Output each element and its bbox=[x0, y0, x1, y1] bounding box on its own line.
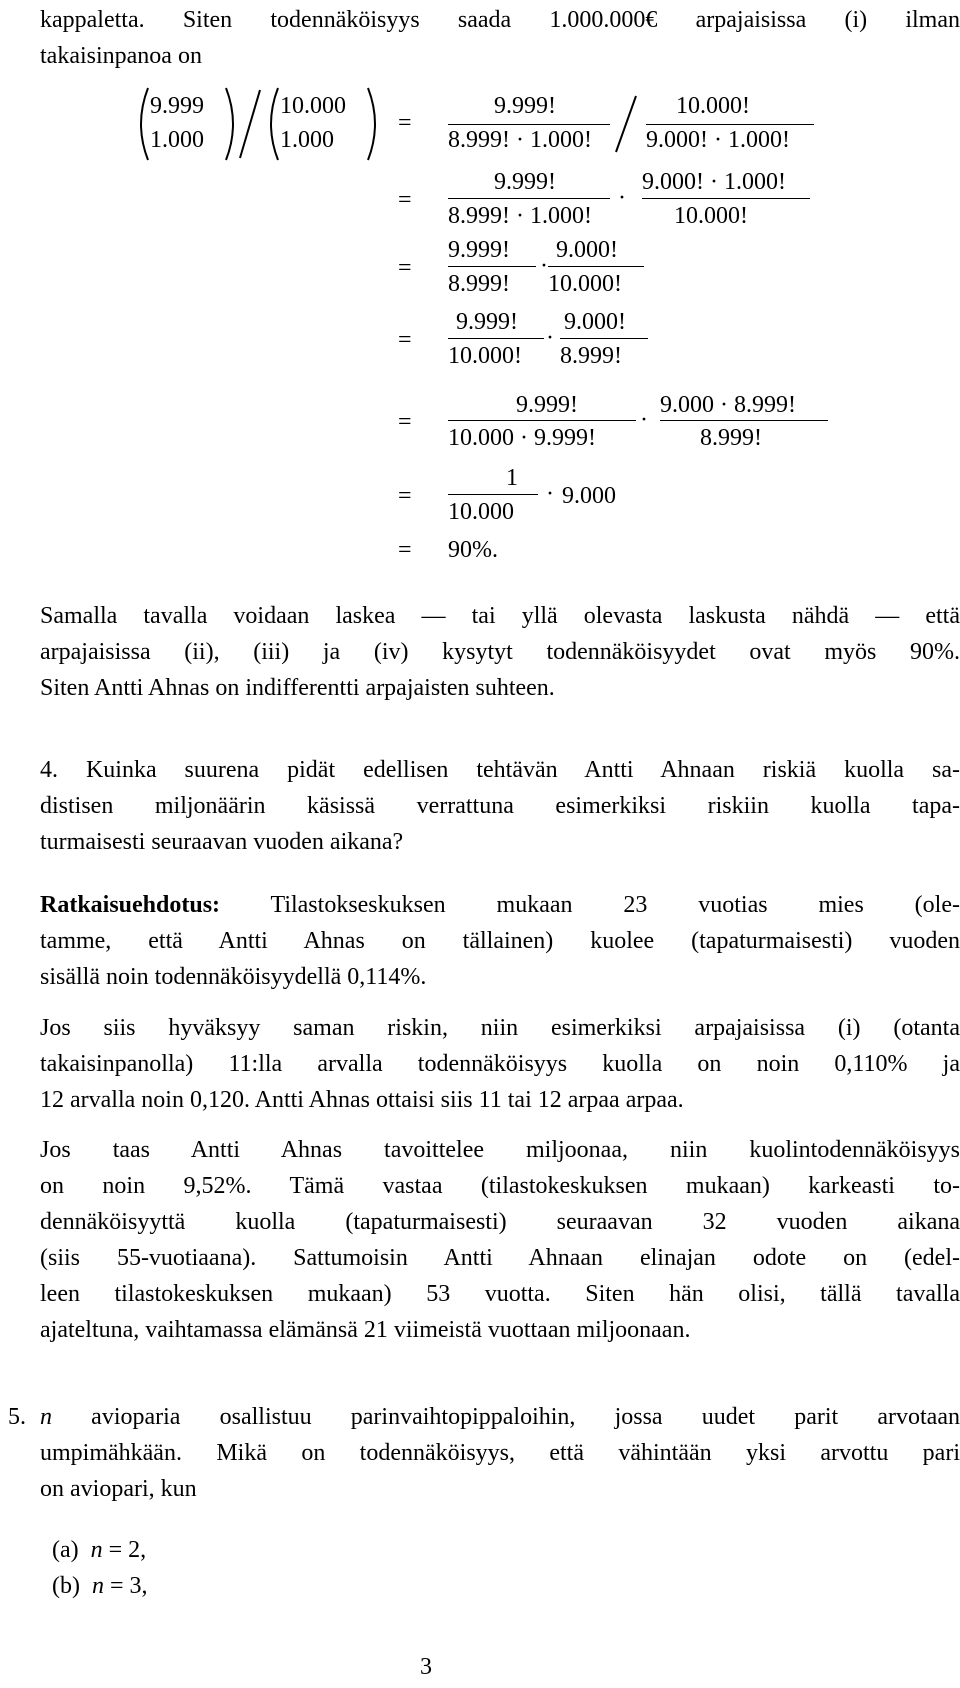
right-paren-2 bbox=[364, 86, 384, 162]
q5-item-a-text: = 2, bbox=[102, 1537, 147, 1563]
r3-numerator-2: 9.000! bbox=[556, 237, 618, 263]
r2-denominator: 8.999! · 1.000! bbox=[448, 203, 592, 229]
q5-item-a-var: n bbox=[90, 1537, 103, 1563]
r2-denominator-2: 10.000! bbox=[674, 203, 748, 229]
r3-denominator: 8.999! bbox=[448, 271, 510, 297]
equals-sign: = bbox=[398, 327, 412, 353]
para-jos2-line-1: Jos taas Antti Ahnas tavoittelee miljoonaa, niin kuolintodennäköisyys bbox=[40, 1137, 960, 1163]
q5-item-b-text: = 3, bbox=[103, 1573, 148, 1599]
para-jos2-line-5: leen tilastokeskuksen mukaan) 53 vuotta. Siten hän olisi, tällä tavalla bbox=[40, 1281, 960, 1307]
multiply-dot: · bbox=[546, 325, 554, 351]
left-paren-1 bbox=[132, 86, 152, 162]
r4-denominator: 10.000! bbox=[448, 343, 522, 369]
q5-item-a bbox=[52, 1538, 146, 1562]
q5-line-2: umpimähkään. Mikä on todennäköisyys, että vähintään yksi arvottu pari bbox=[40, 1440, 960, 1466]
equals-sign: = bbox=[398, 483, 412, 509]
para-same-line-2: arpajaisissa (ii), (iii) ja (iv) kysytyt todennäköisyydet ovat myös 90%. bbox=[40, 639, 960, 665]
q4-line-3: turmaisesti seuraavan vuoden aikana? bbox=[40, 829, 404, 855]
division-slash bbox=[238, 86, 262, 162]
q4-line-1: 4. Kuinka suurena pidät edellisen tehtävän Antti Ahnaan riskiä kuolla sa- bbox=[40, 757, 960, 783]
r1-numerator: 9.999! bbox=[494, 93, 556, 119]
q5-line-3: on aviopari, kun bbox=[40, 1476, 197, 1502]
para-same-line-1: Samalla tavalla voidaan laskea — tai yllä olevasta laskusta nähdä — että bbox=[40, 603, 960, 629]
r5-numerator: 9.999! bbox=[516, 392, 578, 418]
multiply-dot: · bbox=[640, 407, 648, 433]
r4-numerator-2: 9.000! bbox=[564, 309, 626, 335]
r2-numerator-2: 9.000! · 1.000! bbox=[642, 169, 786, 195]
q5-item-a-label: (a) bbox=[52, 1537, 79, 1563]
r5-denominator-2: 8.999! bbox=[700, 425, 762, 451]
intro-line-1: kappaletta. Siten todennäköisyys saada 1.000.000€ arpajaisissa (i) ilman bbox=[40, 7, 960, 33]
r6-denominator: 10.000 bbox=[448, 499, 514, 525]
r4-numerator: 9.999! bbox=[456, 309, 518, 335]
para-same-line-3: Siten Antti Ahnas on indifferentti arpajaisten suhteen. bbox=[40, 675, 555, 701]
equals-sign: = bbox=[398, 255, 412, 281]
r1-denominator: 8.999! · 1.000! bbox=[448, 127, 592, 153]
q5-item-b-var: n bbox=[91, 1573, 104, 1599]
r6-numerator: 1 bbox=[506, 465, 518, 491]
multiply-dot: · bbox=[546, 481, 554, 507]
binom1-bottom: 1.000 bbox=[150, 127, 204, 153]
r3-numerator: 9.999! bbox=[448, 237, 510, 263]
para-jos2-line-6: ajateltuna, vaihtamassa elämänsä 21 viimeistä vuottaan miljoonaan. bbox=[40, 1317, 691, 1343]
para-jos1-line-2: takaisinpanolla) 11:lla arvalla todennäköisyys kuolla on noin 0,110% ja bbox=[40, 1051, 960, 1077]
solution-line-3: sisällä noin todennäköisyydellä 0,114%. bbox=[40, 964, 427, 990]
equals-sign: = bbox=[398, 537, 412, 563]
q5-item-b-label: (b) bbox=[52, 1573, 80, 1599]
solution-line-2: tamme, että Antti Ahnas on tällainen) kuolee (tapaturmaisesti) vuoden bbox=[40, 928, 960, 954]
q5-variable: n bbox=[40, 1404, 52, 1430]
equals-sign: = bbox=[398, 409, 412, 435]
r7-result: 90%. bbox=[448, 537, 498, 563]
r4-denominator-2: 8.999! bbox=[560, 343, 622, 369]
q5-item-b bbox=[52, 1574, 148, 1598]
r1-denominator-2: 9.000! · 1.000! bbox=[646, 127, 790, 153]
q5-number: 5. bbox=[8, 1404, 26, 1430]
q5-line-1 bbox=[40, 1405, 960, 1429]
para-jos2-line-3: dennäköisyyttä kuolla (tapaturmaisesti) seuraavan 32 vuoden aikana bbox=[40, 1209, 960, 1235]
q5-line-1-text: avioparia osallistuu parinvaihtopippaloihin, jossa uudet parit arvotaan bbox=[52, 1404, 960, 1430]
r2-numerator: 9.999! bbox=[494, 169, 556, 195]
equals-sign: = bbox=[398, 187, 412, 213]
solution-line-1-text: Tilastokseskuksen mukaan 23 vuotias mies (ole- bbox=[270, 892, 960, 918]
r6-factor: 9.000 bbox=[562, 483, 616, 509]
r5-denominator: 10.000 · 9.999! bbox=[448, 425, 596, 451]
binom1-top: 9.999 bbox=[150, 93, 204, 119]
r3-denominator-2: 10.000! bbox=[548, 271, 622, 297]
solution-line-1 bbox=[40, 893, 960, 917]
multiply-dot: · bbox=[618, 185, 626, 211]
para-jos2-line-4: (siis 55-vuotiaana). Sattumoisin Antti Ahnaan elinajan odote on (edel- bbox=[40, 1245, 960, 1271]
r1-numerator-2: 10.000! bbox=[676, 93, 750, 119]
binom2-bottom: 1.000 bbox=[280, 127, 334, 153]
multiply-dot: · bbox=[540, 253, 548, 279]
para-jos1-line-3: 12 arvalla noin 0,120. Antti Ahnas ottaisi siis 11 tai 12 arpaa arpaa. bbox=[40, 1087, 684, 1113]
r5-numerator-2: 9.000 · 8.999! bbox=[660, 392, 796, 418]
binom2-top: 10.000 bbox=[280, 93, 346, 119]
equals-sign: = bbox=[398, 110, 412, 136]
intro-line-2: takaisinpanoa on bbox=[40, 43, 202, 69]
fraction-slash bbox=[614, 94, 638, 154]
solution-label: Ratkaisuehdotus: bbox=[40, 892, 221, 918]
q4-line-2: distisen miljonäärin käsissä verrattuna esimerkiksi riskiin kuolla tapa- bbox=[40, 793, 960, 819]
left-paren-2 bbox=[262, 86, 282, 162]
para-jos2-line-2: on noin 9,52%. Tämä vastaa (tilastokeskuksen mukaan) karkeasti to- bbox=[40, 1173, 960, 1199]
para-jos1-line-1: Jos siis hyväksyy saman riskin, niin esimerkiksi arpajaisissa (i) (otanta bbox=[40, 1015, 960, 1041]
page-number: 3 bbox=[420, 1654, 432, 1680]
